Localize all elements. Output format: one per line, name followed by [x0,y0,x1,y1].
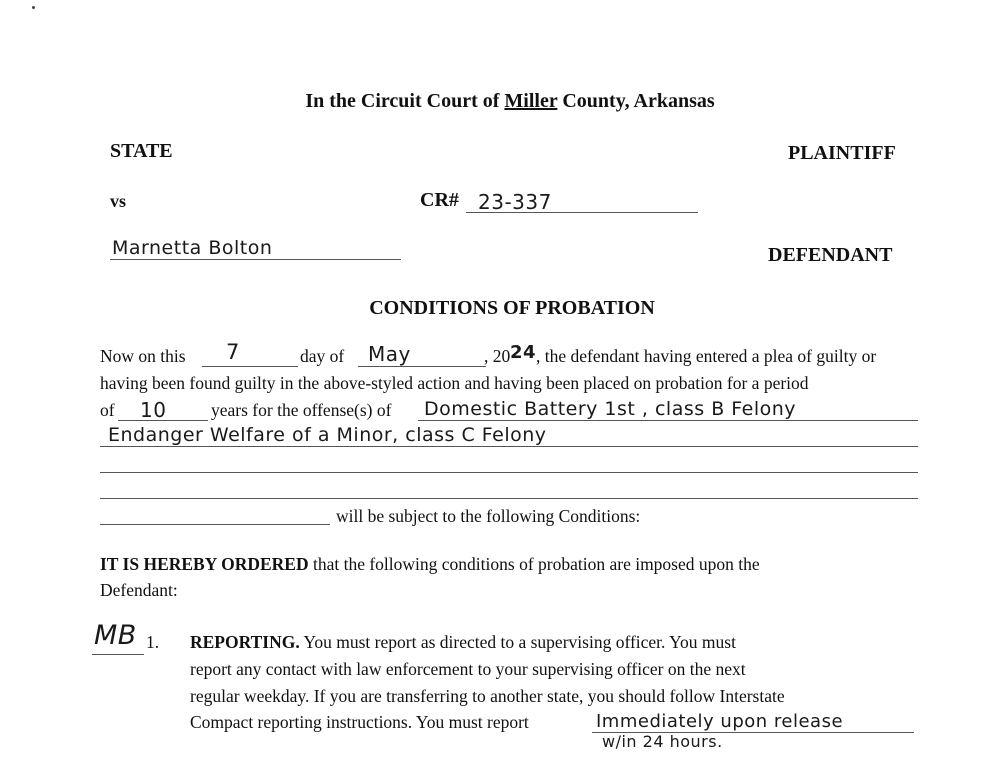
plaintiff-role: PLAINTIFF [788,142,896,164]
blank-line-2 [100,498,918,499]
offense-line-2 [100,446,918,447]
day-of: day of [300,346,345,366]
court-header [0,90,999,113]
ordered-bold: IT IS HEREBY ORDERED [100,554,309,574]
preamble-line1-end: , the defendant having entered a plea of guilty or [536,346,877,366]
defendant-name-line [110,259,401,260]
report-handwritten-1: Immediately upon release [596,711,844,732]
ordered-line2: Defendant: [100,580,178,600]
condition-number: 1. [146,632,160,652]
condition-line4: Compact reporting instructions. You must report [190,712,529,732]
blank-line-1 [100,472,918,473]
year-value: 24 [510,342,537,363]
document-title: CONDITIONS OF PROBATION [369,297,655,319]
court-suffix: County, Arkansas [562,90,715,112]
offense-1: Domestic Battery 1st , class B Felony [424,398,797,420]
condition-text-1: You must report as directed to a supervising officer. You must [303,632,736,652]
ordered-rest: that the following conditions of probation are imposed upon the [312,554,760,574]
case-label: CR# [420,189,459,211]
initials: MB [94,620,137,651]
day-line [202,366,298,367]
offense-line-1 [418,420,918,421]
ordered-line1 [100,554,760,575]
subject-blank-line [100,524,330,525]
condition-line3: regular weekday. If you are transferring to another state, you should follow Interstate [190,686,785,706]
month-line [358,366,486,367]
year-prefix: , 20 [484,346,511,366]
years-value: 10 [140,398,167,422]
condition-line2: report any contact with law enforcement to your supervising officer on the next [190,659,746,679]
preamble-line2: having been found guilty in the above-styled action and having been placed on probation for a period [100,373,809,393]
month-value: May [368,342,411,366]
court-prefix: In the Circuit Court of [305,90,500,112]
day-value: 7 [226,340,240,364]
county-name: Miller [504,90,558,112]
report-handwritten-2: w/in 24 hours. [602,732,723,751]
condition-line1 [190,632,736,653]
now-on-this: Now on this [100,346,186,366]
initials-line [92,654,144,655]
subject-text: will be subject to the following Conditions: [336,506,641,526]
vs-label: vs [110,191,127,211]
condition-heading: REPORTING. [190,632,300,652]
plaintiff-name: STATE [110,140,173,162]
years-text: years for the offense(s) of [211,400,392,420]
scan-speck [32,6,35,9]
offense-2: Endanger Welfare of a Minor, class C Felony [108,424,547,446]
defendant-name: Marnetta Bolton [112,237,273,259]
of-label: of [100,400,115,420]
defendant-role: DEFENDANT [768,244,893,266]
case-number: 23-337 [478,190,552,214]
